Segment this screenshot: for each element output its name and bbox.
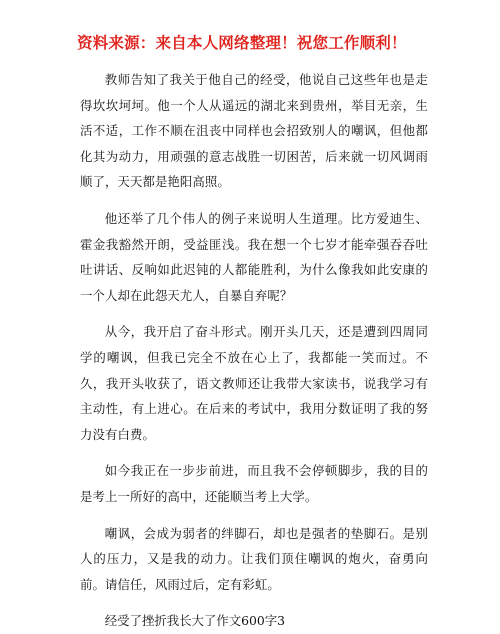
paragraph-3: 从今，我开启了奋斗形式。刚开头几天，还是遭到四周同学的嘲讽，但我已完全不放在心上了，我都能一笑而过。不久，我开头收获了，语文教师还让我带大家读书，说我学习有主动性，有上进心。在后来的考试中，我用分数证明了我的努力没有白费。 (80, 324, 428, 442)
paragraph-5: 嘲讽，会成为弱者的绊脚石，却也是强者的垫脚石。是别人的压力，又是我的动力。让我们顶住嘲讽的炮火，奋勇向前。请信任，风雨过后，定有彩虹。 (80, 525, 428, 592)
next-essay-title: 经受了挫折我长大了作文600字3 (104, 613, 286, 629)
paragraph-2: 他还举了几个伟人的例子来说明人生道理。比方爱迪生、霍金我豁然开朗，受益匪浅。我在想一个七岁才能牵强吞吞吐吐讲话、反响如此迟钝的人都能胜利，为什么像我如此安康的一个人却在此怨天尤人，自暴自弃呢？ (80, 210, 428, 303)
paragraph-1: 教师告知了我关于他自己的经受，他说自己这些年也是走得坎坎坷坷。他一个人从遥远的湖北来到贵州，举目无亲，生活不适，工作不顺在沮丧中同样也会招致别人的嘲讽，但他都化其为动力，用顽强的意志战胜一切困苦，后来就一切风调雨顺了，天天都是艳阳高照。 (80, 72, 428, 190)
document-title: 资料来源：来自本人网络整理！祝您工作顺利！ (77, 34, 407, 52)
paragraph-4: 如今我正在一步步前进，而且我不会停顿脚步，我的目的是考上一所好的高中，还能顺当考上大学。 (80, 463, 428, 504)
